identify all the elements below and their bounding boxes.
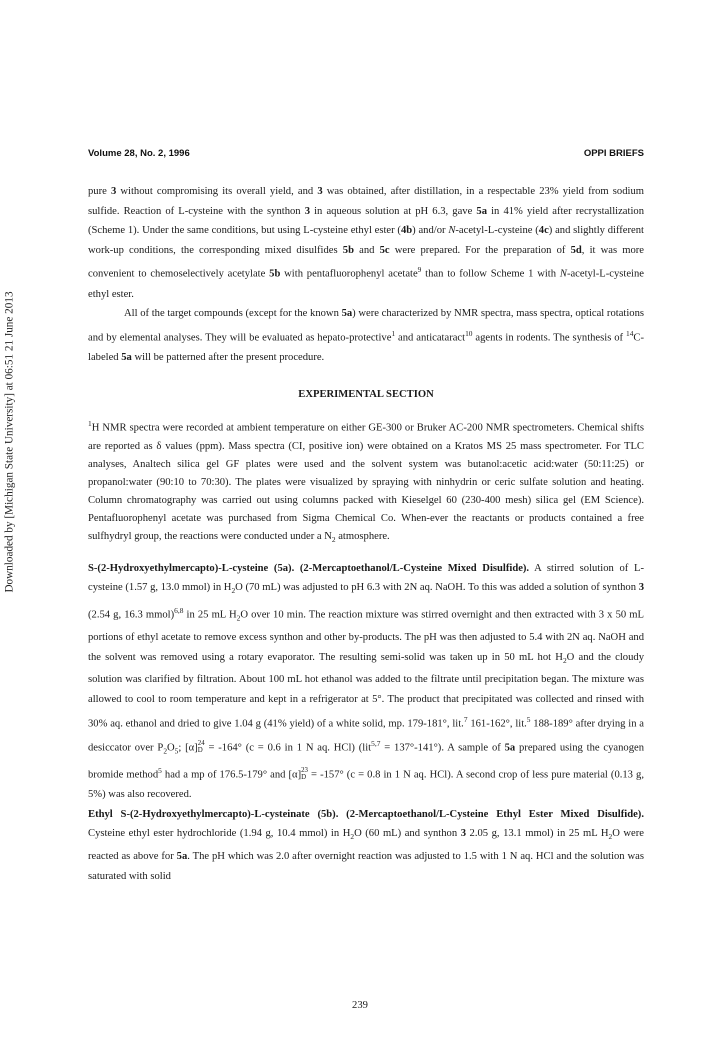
header-journal: OPPI BRIEFS (583, 148, 644, 159)
page-body (88, 182, 644, 886)
running-header (88, 148, 644, 159)
download-watermark (2, 262, 18, 622)
intro-paragraph-2: All of the target compounds (except for the known 5a) were characterized by NMR spectra, mass spectra, optical rotations and by elemental analyses. They will be evaluated as hepato-protective$^1$ and anticataract$^{10}$ agents in rodents. The synthesis of $^{14}$C-labeled 5a will be patterned after the present procedure. (88, 308, 644, 363)
header-volume: Volume 28, No. 2, 1996 (88, 148, 190, 159)
page-number: 239 (352, 1000, 368, 1011)
download-watermark-text: Downloaded by [Michigan State University] at 06:51 21 June 2013 (4, 291, 16, 593)
experimental-general-paragraph: $^1$H NMR spectra were recorded at ambient temperature on either GE-300 or Bruker AC-200 NMR spectrometers. Chemical shifts are reported as δ values (ppm). Mass spectra (CI, positive ion) were obtained on a Kratos MS 25 mass spectrometer. For TLC analyses, Analtech silica gel GF plates were used and the solvent system was butanol:acetic acid:water (50:11:25) or propanol:water (90:10 to 70:30). The plates were visualized by spraying with ninhydrin or ceric sulfate solution and heating. Column chromatography was carried out using columns packed with Kieselgel 60 (230-400 mesh) silica gel (EM Science). Pentafluorophenyl acetate was purchased from Sigma Chemical Co. When-ever the reactants or products contained a free sulfhydryl group, the reactions were conducted under a $N_2$ atmosphere. (88, 419, 644, 544)
procedure-5a-paragraph: S-(2-Hydroxyethylmercapto)-L-cysteine (5a). (2-Mercaptoethanol/L-Cysteine Mixed Disulfide). A stirred solution of L-cysteine (1.57 g, 13.0 mmol) in $H_2O$ (70 mL) was adjusted to pH 6.3 with 2N aq. NaOH. To this was added a solution of synthon 3 (2.54 g, 16.3 mmol)$^{6,8}$ in 25 mL $H_2O$ over 10 min. The reaction mixture was stirred overnight and then extracted with 3 x 50 mL portions of ethyl acetate to remove excess synthon and other by-products. The pH was then adjusted to 5.4 with 2N aq. NaOH and the solvent was removed using a rotary evaporator. The resulting semi-solid was taken up in 50 mL hot $H_2O$ and the cloudy solution was clarified by filtration. About 100 mL hot ethanol was added to the filtrate until precipitation began. The mixture was allowed to cool to room temperature and kept in a refrigerator at 5°. The product that precipitated was collected and rinsed with 30% aq. ethanol and dried to give 1.04 g (41% yield) of a white solid, mp. 179-181°, lit.$^7$ 161-162°, lit.$^5$ 188-189° after drying in a desiccator over $P_2O_5$; [α] 24 D = -164° (c = 0.6 in 1 N aq. HCl) (lit$^{5,7}$ = 137°-141°). A sample of 5a prepared using the cyanogen bromide method$^5$ had a mp of 176.5-179° and [α] 23 D = -157° (c = 0.8 in 1 N aq. HCl). A second crop of less pure material (0.13 g, 5%) was also recovered. (88, 562, 645, 801)
experimental-heading: EXPERIMENTAL SECTION (298, 389, 434, 401)
intro-paragraph-1: pure 3 without compromising its overall yield, and 3 was obtained, after distillation, in a respectable 23% yield from sodium sulfide. Reaction of L-cysteine with the synthon 3 in aqueous solution at pH 6.3, gave 5a in 41% yield after recrystallization (Scheme 1). Under the same conditions, but using L-cysteine ethyl ester (4b) and/or N-acetyl-L-cysteine (4c) and slightly different work-up conditions, the corresponding mixed disulfides 5b and 5c were prepared. For the preparation of 5d, it was more convenient to chemoselectively acetylate 5b with pentafluorophenyl acetate$^9$ than to follow Scheme 1 with N-acetyl-L-cysteine ethyl ester. (88, 186, 645, 300)
procedure-5b-paragraph: Ethyl S-(2-Hydroxyethylmercapto)-L-cysteinate (5b). (2-Mercaptoethanol/L-Cysteine Ethyl Ester Mixed Disulfide). Cysteine ethyl ester hydrochloride (1.94 g, 10.4 mmol) in $H_2O$ (60 mL) and synthon 3 2.05 g, 13.1 mmol) in 25 mL $H_2O$ were reacted as above for 5a. The pH which was 2.0 after overnight reaction was adjusted to 1.5 with 1 N aq. HCl and the solution was saturated with solid (88, 808, 644, 882)
